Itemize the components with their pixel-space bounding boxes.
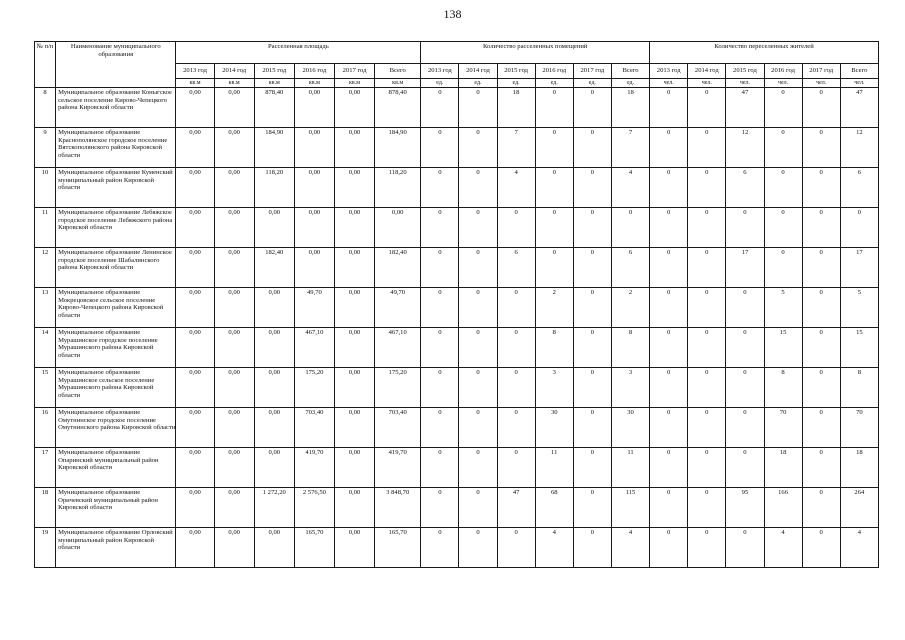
value-cell: 3 (535, 368, 573, 408)
table-row (35, 208, 879, 248)
header-unit: кв.м (214, 79, 254, 88)
value-cell: 18 (497, 88, 535, 128)
value-cell: 0 (459, 248, 497, 288)
value-cell: 2 (535, 288, 573, 328)
header-unit: ед. (459, 79, 497, 88)
value-cell: 0,00 (176, 408, 214, 448)
value-cell: 0 (726, 328, 764, 368)
value-cell: 0 (802, 168, 840, 208)
value-cell: 12 (726, 128, 764, 168)
value-cell: 15 (840, 328, 878, 368)
value-cell: 0 (650, 528, 688, 568)
value-cell: 0 (802, 128, 840, 168)
value-cell: 0,00 (254, 328, 294, 368)
value-cell: 182,40 (375, 248, 421, 288)
value-cell: 0,00 (294, 88, 334, 128)
value-cell: 0 (573, 88, 611, 128)
value-cell: 0 (688, 528, 726, 568)
value-cell: 4 (764, 528, 802, 568)
value-cell: 15 (764, 328, 802, 368)
row-number: 13 (35, 288, 56, 328)
value-cell: 0,00 (214, 488, 254, 528)
value-cell: 0 (650, 208, 688, 248)
value-cell: 0 (688, 288, 726, 328)
municipality-name: Муниципальное образование Куменский муниципальный район Кировской области (56, 168, 176, 208)
row-number: 18 (35, 488, 56, 528)
value-cell: 0,00 (294, 248, 334, 288)
value-cell: 47 (497, 488, 535, 528)
header-unit: ед. (535, 79, 573, 88)
value-cell: 0,00 (375, 208, 421, 248)
value-cell: 0 (459, 208, 497, 248)
value-cell: 419,70 (375, 448, 421, 488)
header-unit: кв.м (375, 79, 421, 88)
value-cell: 0,00 (254, 368, 294, 408)
value-cell: 0 (802, 448, 840, 488)
value-cell: 0,00 (214, 408, 254, 448)
value-cell: 0,00 (334, 528, 374, 568)
table-row (35, 448, 879, 488)
value-cell: 0,00 (254, 448, 294, 488)
value-cell: 0 (535, 128, 573, 168)
value-cell: 0,00 (214, 88, 254, 128)
value-cell: 0 (459, 288, 497, 328)
header-year: 2014 год (459, 64, 497, 79)
municipality-name: Муниципальное образование Омутнинское городское поселение Омутнинского района Кировской области (56, 408, 176, 448)
value-cell: 118,20 (254, 168, 294, 208)
value-cell: 17 (726, 248, 764, 288)
value-cell: 0,00 (254, 288, 294, 328)
row-number: 9 (35, 128, 56, 168)
header-unit: кв.м (294, 79, 334, 88)
value-cell: 0 (421, 208, 459, 248)
value-cell: 0 (573, 248, 611, 288)
header-year: 2016 год (764, 64, 802, 79)
value-cell: 0 (688, 248, 726, 288)
row-number: 8 (35, 88, 56, 128)
header-unit: ед. (611, 79, 649, 88)
value-cell: 0 (650, 368, 688, 408)
value-cell: 166 (764, 488, 802, 528)
value-cell: 0 (497, 368, 535, 408)
row-number: 14 (35, 328, 56, 368)
value-cell: 0 (459, 88, 497, 128)
value-cell: 47 (840, 88, 878, 128)
value-cell: 0 (497, 288, 535, 328)
value-cell: 6 (840, 168, 878, 208)
page-number: 138 (443, 7, 462, 21)
value-cell: 4 (497, 168, 535, 208)
value-cell: 0 (688, 368, 726, 408)
value-cell: 0 (535, 248, 573, 288)
value-cell: 8 (535, 328, 573, 368)
table-row (35, 248, 879, 288)
value-cell: 0,00 (214, 328, 254, 368)
value-cell: 0 (650, 288, 688, 328)
value-cell: 68 (535, 488, 573, 528)
value-cell: 0,00 (334, 168, 374, 208)
header-year: 2014 год (688, 64, 726, 79)
value-cell: 0 (688, 408, 726, 448)
header-year: 2013 год (176, 64, 214, 79)
header-year: 2015 год (726, 64, 764, 79)
value-cell: 703,40 (294, 408, 334, 448)
value-cell: 0 (459, 408, 497, 448)
value-cell: 0 (650, 128, 688, 168)
row-number: 17 (35, 448, 56, 488)
value-cell: 0 (802, 408, 840, 448)
value-cell: 0,00 (176, 368, 214, 408)
value-cell: 0 (802, 328, 840, 368)
municipality-name: Муниципальное образование Мурашинское городское поселение Мурашинского района Кировской области (56, 328, 176, 368)
value-cell: 0 (421, 528, 459, 568)
value-cell: 0 (764, 208, 802, 248)
value-cell: 0,00 (334, 448, 374, 488)
header-year: Всего (611, 64, 649, 79)
value-cell: 264 (840, 488, 878, 528)
value-cell: 0,00 (334, 208, 374, 248)
value-cell: 0 (802, 488, 840, 528)
value-cell: 4 (611, 168, 649, 208)
header-year: 2016 год (535, 64, 573, 79)
value-cell: 0,00 (334, 488, 374, 528)
value-cell: 0 (497, 208, 535, 248)
value-cell: 95 (726, 488, 764, 528)
value-cell: 0 (802, 288, 840, 328)
value-cell: 49,70 (375, 288, 421, 328)
municipality-name: Муниципальное образование Мурашинское сельское поселение Мурашинского района Кировской области (56, 368, 176, 408)
value-cell: 0,00 (334, 88, 374, 128)
value-cell: 0 (421, 368, 459, 408)
value-cell: 0 (573, 528, 611, 568)
value-cell: 0,00 (176, 288, 214, 328)
value-cell: 0,00 (176, 488, 214, 528)
value-cell: 0,00 (214, 368, 254, 408)
municipality-name: Муниципальное образование Коныгское сельское поселение Кирово-Чепецкого района Кировской области (56, 88, 176, 128)
value-cell: 0 (688, 88, 726, 128)
row-number: 12 (35, 248, 56, 288)
value-cell: 0 (573, 448, 611, 488)
value-cell: 5 (764, 288, 802, 328)
value-cell: 0 (421, 128, 459, 168)
value-cell: 0,00 (214, 288, 254, 328)
value-cell: 0 (421, 88, 459, 128)
header-year: 2017 год (573, 64, 611, 79)
value-cell: 878,40 (375, 88, 421, 128)
value-cell: 70 (840, 408, 878, 448)
value-cell: 8 (764, 368, 802, 408)
value-cell: 0 (650, 248, 688, 288)
header-unit: ед. (573, 79, 611, 88)
value-cell: 0 (573, 168, 611, 208)
value-cell: 0 (726, 288, 764, 328)
value-cell: 0,00 (176, 248, 214, 288)
value-cell: 0 (459, 488, 497, 528)
value-cell: 118,20 (375, 168, 421, 208)
value-cell: 70 (764, 408, 802, 448)
value-cell: 0 (688, 328, 726, 368)
value-cell: 0 (726, 528, 764, 568)
value-cell: 0 (573, 488, 611, 528)
value-cell: 4 (611, 528, 649, 568)
value-cell: 0,00 (214, 448, 254, 488)
value-cell: 0 (650, 408, 688, 448)
value-cell: 0 (688, 128, 726, 168)
value-cell: 0 (802, 368, 840, 408)
row-number: 11 (35, 208, 56, 248)
value-cell: 182,40 (254, 248, 294, 288)
value-cell: 0,00 (214, 128, 254, 168)
value-cell: 0 (535, 88, 573, 128)
value-cell: 0,00 (176, 168, 214, 208)
header-year: 2014 год (214, 64, 254, 79)
value-cell: 184,90 (254, 128, 294, 168)
row-number: 19 (35, 528, 56, 568)
value-cell: 0,00 (334, 408, 374, 448)
value-cell: 0,00 (294, 168, 334, 208)
value-cell: 0 (497, 328, 535, 368)
value-cell: 0 (421, 448, 459, 488)
value-cell: 0,00 (294, 128, 334, 168)
value-cell: 0,00 (176, 448, 214, 488)
value-cell: 0 (459, 448, 497, 488)
value-cell: 7 (611, 128, 649, 168)
header-year: Всего (840, 64, 878, 79)
value-cell: 17 (840, 248, 878, 288)
value-cell: 165,70 (375, 528, 421, 568)
value-cell: 0 (573, 408, 611, 448)
value-cell: 3 848,70 (375, 488, 421, 528)
header-unit: чел. (650, 79, 688, 88)
value-cell: 0 (802, 208, 840, 248)
value-cell: 0 (573, 208, 611, 248)
value-cell: 703,40 (375, 408, 421, 448)
row-number: 16 (35, 408, 56, 448)
value-cell: 0 (688, 168, 726, 208)
municipality-name: Муниципальное образование Краснополянское городское поселение Вятскополянского района Кировской области (56, 128, 176, 168)
header-year: 2016 год (294, 64, 334, 79)
header-year: 2017 год (802, 64, 840, 79)
value-cell: 0 (726, 368, 764, 408)
value-cell: 175,20 (294, 368, 334, 408)
header-unit: кв.м (334, 79, 374, 88)
value-cell: 0 (650, 88, 688, 128)
header-year: 2013 год (650, 64, 688, 79)
value-cell: 0 (459, 128, 497, 168)
header-group-1: Количество расселенных помещений (421, 42, 650, 64)
municipality-name: Муниципальное образование Ленинское городское поселение Шабалинского района Кировской области (56, 248, 176, 288)
value-cell: 18 (611, 88, 649, 128)
value-cell: 184,90 (375, 128, 421, 168)
value-cell: 175,20 (375, 368, 421, 408)
value-cell: 47 (726, 88, 764, 128)
value-cell: 0 (726, 208, 764, 248)
value-cell: 0,00 (176, 88, 214, 128)
value-cell: 0 (573, 288, 611, 328)
value-cell: 0 (650, 488, 688, 528)
value-cell: 0 (497, 528, 535, 568)
value-cell: 0 (421, 408, 459, 448)
municipality-name: Муниципальное образование Опаринский муниципальный район Кировской области (56, 448, 176, 488)
value-cell: 0 (688, 208, 726, 248)
value-cell: 11 (611, 448, 649, 488)
value-cell: 0 (840, 208, 878, 248)
row-number: 15 (35, 368, 56, 408)
value-cell: 0 (459, 528, 497, 568)
header-unit: чел. (840, 79, 878, 88)
header-year: 2013 год (421, 64, 459, 79)
value-cell: 0 (802, 528, 840, 568)
table-row (35, 528, 879, 568)
value-cell: 12 (840, 128, 878, 168)
value-cell: 4 (840, 528, 878, 568)
value-cell: 8 (611, 328, 649, 368)
value-cell: 0 (764, 168, 802, 208)
value-cell: 0 (764, 88, 802, 128)
table-row (35, 408, 879, 448)
header-year: Всего (375, 64, 421, 79)
value-cell: 8 (840, 368, 878, 408)
value-cell: 0,00 (176, 208, 214, 248)
value-cell: 0,00 (254, 528, 294, 568)
value-cell: 0 (535, 208, 573, 248)
header-unit: чел. (688, 79, 726, 88)
value-cell: 0 (459, 368, 497, 408)
municipality-name: Муниципальное образование Мокрецовское сельское поселение Кирово-Чепецкого района Кировской области (56, 288, 176, 328)
value-cell: 0,00 (254, 408, 294, 448)
value-cell: 7 (497, 128, 535, 168)
value-cell: 0,00 (294, 208, 334, 248)
value-cell: 0 (535, 168, 573, 208)
value-cell: 0 (573, 368, 611, 408)
row-number: 10 (35, 168, 56, 208)
value-cell: 0 (497, 448, 535, 488)
value-cell: 30 (611, 408, 649, 448)
value-cell: 0,00 (176, 128, 214, 168)
value-cell: 0 (421, 328, 459, 368)
value-cell: 18 (840, 448, 878, 488)
value-cell: 0 (802, 88, 840, 128)
municipality-name: Муниципальное образование Лебяжское городское поселение Лебяжского района Кировской области (56, 208, 176, 248)
value-cell: 0,00 (214, 168, 254, 208)
value-cell: 2 576,50 (294, 488, 334, 528)
value-cell: 6 (611, 248, 649, 288)
value-cell: 0 (421, 288, 459, 328)
value-cell: 0 (650, 168, 688, 208)
value-cell: 0 (421, 168, 459, 208)
header-unit: кв.м (254, 79, 294, 88)
value-cell: 0 (688, 448, 726, 488)
municipality-name: Муниципальное образование Орловский муниципальный район Кировской области (56, 528, 176, 568)
header-year: 2017 год (334, 64, 374, 79)
value-cell: 0 (497, 408, 535, 448)
table-row (35, 128, 879, 168)
value-cell: 878,40 (254, 88, 294, 128)
value-cell: 0 (802, 248, 840, 288)
value-cell: 49,70 (294, 288, 334, 328)
value-cell: 165,70 (294, 528, 334, 568)
table-row (35, 328, 879, 368)
value-cell: 0 (726, 448, 764, 488)
header-unit: ед. (497, 79, 535, 88)
table-row (35, 88, 879, 128)
value-cell: 0,00 (334, 128, 374, 168)
value-cell: 0,00 (334, 248, 374, 288)
table-row (35, 368, 879, 408)
header-year: 2015 год (497, 64, 535, 79)
value-cell: 115 (611, 488, 649, 528)
value-cell: 0,00 (176, 528, 214, 568)
value-cell: 0,00 (214, 528, 254, 568)
value-cell: 0 (459, 328, 497, 368)
value-cell: 467,10 (294, 328, 334, 368)
value-cell: 11 (535, 448, 573, 488)
value-cell: 1 272,20 (254, 488, 294, 528)
value-cell: 0 (650, 328, 688, 368)
header-unit: чел. (764, 79, 802, 88)
header-unit: чел. (726, 79, 764, 88)
table-row (35, 488, 879, 528)
value-cell: 419,70 (294, 448, 334, 488)
value-cell: 6 (497, 248, 535, 288)
header-group-2: Количество переселенных жителей (650, 42, 879, 64)
value-cell: 0 (611, 208, 649, 248)
municipality-name: Муниципальное образование Оричевский муниципальный район Кировской области (56, 488, 176, 528)
table-row (35, 168, 879, 208)
value-cell: 0 (421, 248, 459, 288)
value-cell: 0,00 (214, 208, 254, 248)
value-cell: 0 (764, 248, 802, 288)
value-cell: 0 (573, 128, 611, 168)
value-cell: 0 (764, 128, 802, 168)
value-cell: 0,00 (334, 288, 374, 328)
value-cell: 467,10 (375, 328, 421, 368)
value-cell: 0,00 (334, 328, 374, 368)
header-num: № п/п (35, 42, 56, 88)
value-cell: 0 (650, 448, 688, 488)
table-row (35, 288, 879, 328)
header-group-0: Расселенная площадь (176, 42, 421, 64)
header-year: 2015 год (254, 64, 294, 79)
value-cell: 0,00 (214, 248, 254, 288)
value-cell: 0 (688, 488, 726, 528)
value-cell: 6 (726, 168, 764, 208)
value-cell: 18 (764, 448, 802, 488)
value-cell: 0,00 (334, 368, 374, 408)
value-cell: 0,00 (254, 208, 294, 248)
header-unit: чел. (802, 79, 840, 88)
value-cell: 5 (840, 288, 878, 328)
value-cell: 4 (535, 528, 573, 568)
resettlement-table (34, 41, 879, 568)
value-cell: 0,00 (176, 328, 214, 368)
value-cell: 0 (726, 408, 764, 448)
header-unit: ед. (421, 79, 459, 88)
value-cell: 2 (611, 288, 649, 328)
header-name: Наименование муниципального образования (56, 42, 176, 88)
value-cell: 0 (459, 168, 497, 208)
value-cell: 30 (535, 408, 573, 448)
value-cell: 3 (611, 368, 649, 408)
header-unit: кв.м (176, 79, 214, 88)
value-cell: 0 (421, 488, 459, 528)
value-cell: 0 (573, 328, 611, 368)
